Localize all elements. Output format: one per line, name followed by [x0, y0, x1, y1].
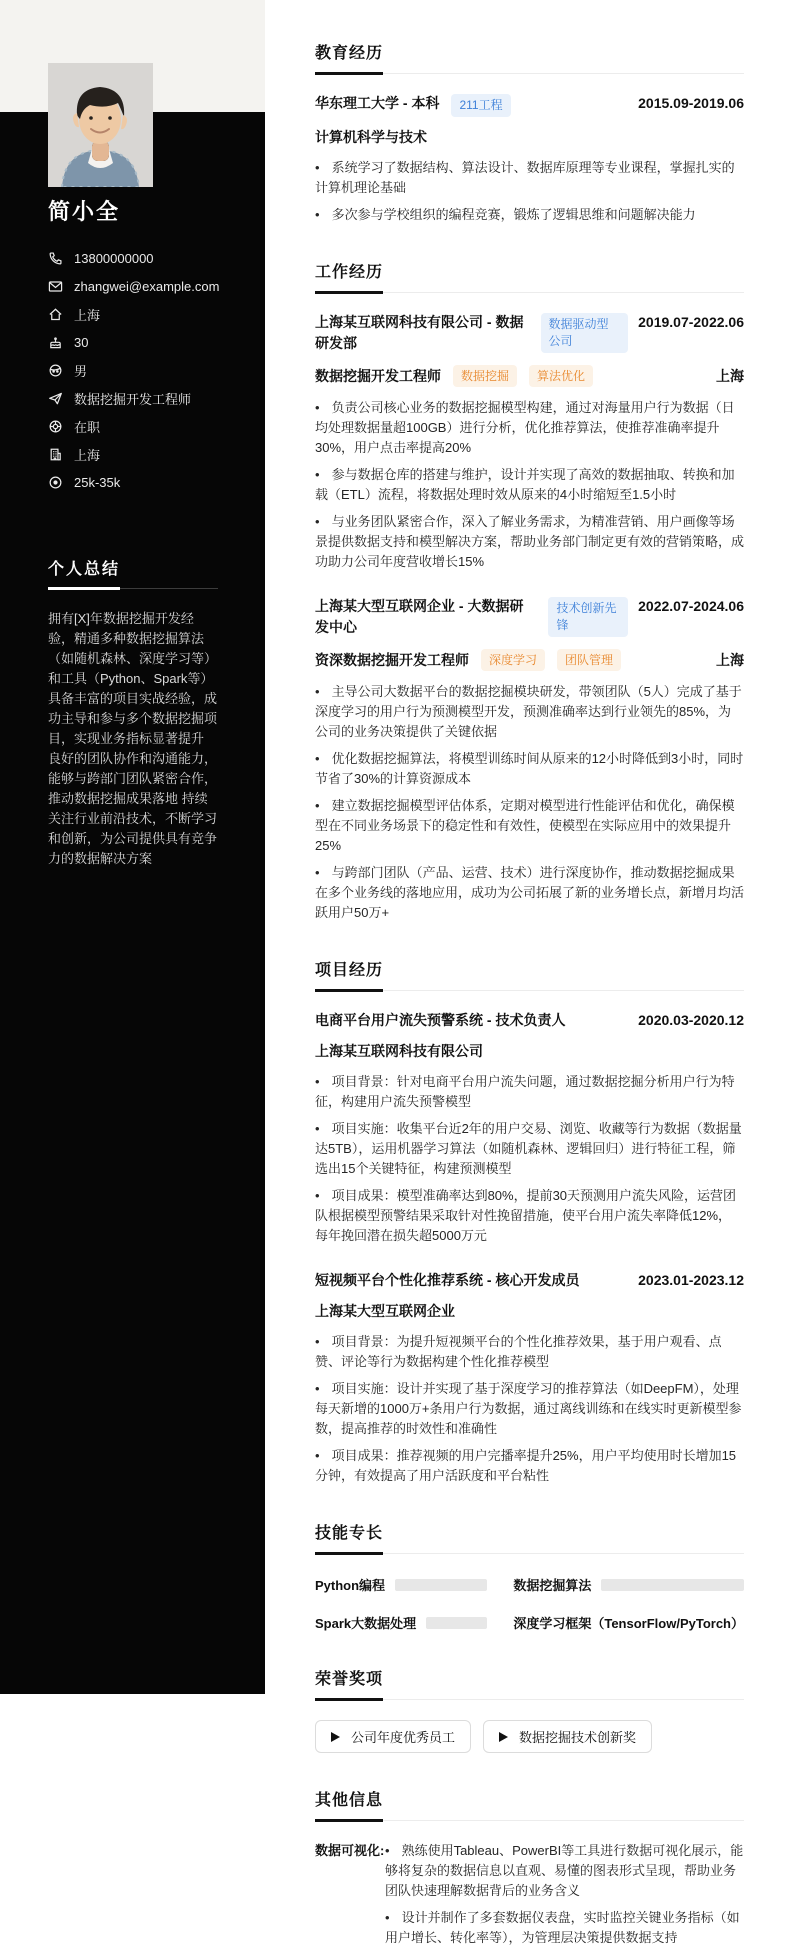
project-header-row — [315, 1270, 744, 1291]
summary-heading-text: 个人总结 — [48, 556, 120, 590]
role-tag: 算法优化 — [529, 365, 593, 387]
honors-section-heading — [315, 1666, 744, 1700]
contact-text: 上海 — [74, 447, 101, 463]
contact-item-status — [48, 412, 218, 440]
role-title: 数据挖掘开发工程师 — [315, 368, 441, 384]
paper-plane-icon — [48, 391, 63, 406]
project-entry — [315, 1010, 744, 1246]
honors-row — [315, 1720, 744, 1753]
project-company: 上海某大型互联网企业 — [315, 1303, 455, 1319]
company-badge: 数据驱动型公司 — [541, 313, 629, 353]
skill-item — [513, 1613, 744, 1632]
bullet-item: • 主导公司大数据平台的数据挖掘模块研发，带领团队（5人）完成了基于深度学习的用户行为预测模型开发，预测准确率达到行业领先的85%，为公司的业务决策提供了关键依据 — [315, 682, 744, 742]
skill-bar — [426, 1617, 487, 1629]
project-entry — [315, 1270, 744, 1486]
contact-item-company-city — [48, 440, 218, 468]
contact-text: zhangwei@example.com — [74, 278, 220, 294]
skills-section-heading — [315, 1520, 744, 1554]
project-entries — [315, 1010, 744, 1486]
bullet-item: • 项目成果：模型准确率达到80%，提前30天预测用户流失风险，运营团队根据模型预警结果采取针对性挽留措施，使平台用户流失率降低12%，每年挽回潜在损失超5000万元 — [315, 1186, 744, 1246]
project-bullets — [315, 1072, 744, 1246]
education-heading-text: 教育经历 — [315, 40, 383, 75]
bullet-item: • 项目背景：为提升短视频平台的个性化推荐效果，基于用户观看、点赞、评论等行为数据构建个性化推荐模型 — [315, 1332, 744, 1372]
honors-heading-text: 荣誉奖项 — [315, 1666, 383, 1701]
projects-section-heading — [315, 957, 744, 991]
work-bullets — [315, 682, 744, 923]
bullet-item: • 与跨部门团队（产品、运营、技术）进行深度协作，推动数据挖掘成果在多个业务线的落地应用，成功为公司拓展了新的业务增长点，新增月均活跃用户50万+ — [315, 863, 744, 923]
major-name: 计算机科学与技术 — [315, 129, 427, 145]
education-section-heading — [315, 40, 744, 74]
contact-text: 上海 — [74, 307, 101, 323]
skills-heading-text: 技能专长 — [315, 1520, 383, 1555]
skill-item — [513, 1575, 744, 1594]
work-date: 2019.07-2022.06 — [638, 314, 744, 330]
work-date: 2022.07-2024.06 — [638, 598, 744, 614]
portrait-illustration — [48, 63, 153, 187]
role-tag: 深度学习 — [481, 649, 545, 671]
other-info-label: 数据可视化: — [315, 1843, 385, 1858]
contact-text: 30 — [74, 334, 89, 350]
other-bullets — [385, 1841, 744, 1948]
work-bullets — [315, 398, 744, 572]
project-name: 电商平台用户流失预警系统 - 技术负责人 — [315, 1012, 566, 1028]
bullet-item: • 项目实施：收集平台近2年的用户交易、浏览、收藏等行为数据（数据量达5TB），运用机器学习算法（如随机森林、逻辑回归）进行特征工程，筛选出15个关键特征，构建预测模型 — [315, 1119, 744, 1179]
honor-badge — [315, 1720, 471, 1753]
school-name: 华东理工大学 - 本科 — [315, 95, 440, 111]
resume-main — [315, 0, 744, 1948]
role-row — [315, 649, 744, 671]
work-header-row — [315, 312, 744, 354]
work-entry — [315, 312, 744, 572]
work-location: 上海 — [716, 368, 744, 384]
honor-badge — [483, 1720, 652, 1753]
projects-heading-text: 项目经历 — [315, 957, 383, 992]
summary-text: 拥有[X]年数据挖掘开发经验，精通多种数据挖掘算法（如随机森林、深度学习等）和工具（Python、Spark等） 具备丰富的项目实战经验，成功主导和参与多个数据挖掘项目，实现业务指标显著提升 良好的团队协作和沟通能力，能够与跨部门团队紧密合作，推动数据挖掘成果落地 持续关注行业前沿技术，不断学习和创新，为公司提供具有竞争力的数据解决方案 — [48, 611, 218, 866]
other-heading-text: 其他信息 — [315, 1787, 383, 1822]
phone-icon — [48, 251, 63, 266]
candidate-name: 简小全 — [48, 199, 121, 224]
work-header-row — [315, 596, 744, 638]
bullet-item: • 优化数据挖掘算法，将模型训练时间从原来的12小时降低到3小时，同时节省了30%的计算资源成本 — [315, 749, 744, 789]
skills-grid — [315, 1575, 744, 1632]
bullet-item: • 设计并制作了多套数据仪表盘，实时监控关键业务指标（如用户增长、转化率等），为管理层决策提供数据支持 — [385, 1908, 744, 1948]
building-icon — [48, 447, 63, 462]
skill-bar — [395, 1579, 487, 1591]
age-cake-icon — [48, 335, 63, 350]
school-badge: 211工程 — [451, 94, 510, 117]
skill-item — [315, 1613, 487, 1632]
contact-text: 25k-35k — [74, 474, 121, 490]
project-company: 上海某互联网科技有限公司 — [315, 1043, 483, 1059]
bullet-item: • 建立数据挖掘模型评估体系，定期对模型进行性能评估和优化，确保模型在不同业务场景下的稳定性和有效性，使模型在实际应用中的效果提升25% — [315, 796, 744, 856]
bullet-item: • 项目实施：设计并实现了基于深度学习的推荐算法（如DeepFM），处理每天新增的1000万+条用户行为数据，通过离线训练和在线实时更新模型参数，提高推荐的时效性和准确性 — [315, 1379, 744, 1439]
work-location: 上海 — [716, 652, 744, 668]
education-entry — [315, 93, 744, 225]
skill-bar — [601, 1579, 744, 1591]
education-header-row — [315, 93, 744, 117]
contact-text: 男 — [74, 363, 88, 379]
education-date: 2015.09-2019.06 — [638, 95, 744, 111]
company-name: 上海某互联网科技有限公司 - 数据研发部 — [315, 314, 524, 351]
other-section-heading — [315, 1787, 744, 1821]
education-bullets — [315, 158, 744, 225]
skill-item — [315, 1575, 487, 1594]
work-entries — [315, 312, 744, 923]
summary-section-heading — [48, 556, 218, 589]
role-row — [315, 365, 744, 387]
bullet-item: • 多次参与学校组织的编程竞赛，锻炼了逻辑思维和问题解决能力 — [315, 205, 744, 225]
honor-label: 数据挖掘技术创新奖 — [519, 1730, 637, 1745]
project-name: 短视频平台个性化推荐系统 - 核心开发成员 — [315, 1272, 580, 1288]
skill-label: Spark大数据处理 — [315, 1616, 417, 1631]
contact-item-city — [48, 300, 218, 328]
bullet-item: • 与业务团队紧密合作，深入了解业务需求，为精准营销、用户画像等场景提供数据支持和模型解决方案，帮助业务部门制定更有效的营销策略，成功助力公司年度营收增长15% — [315, 512, 744, 572]
project-header-row — [315, 1010, 744, 1031]
contact-item-job-title — [48, 384, 218, 412]
bullet-item: • 负责公司核心业务的数据挖掘模型构建，通过对海量用户行为数据（日均处理数据量超100GB）进行分析，优化推荐算法，使推荐准确率提升30%，用户点击率提高20% — [315, 398, 744, 458]
bullet-item: • 项目成果：推荐视频的用户完播率提升25%，用户平均使用时长增加15分钟，有效提高了用户活跃度和平台粘性 — [315, 1446, 744, 1486]
honor-label: 公司年度优秀员工 — [351, 1730, 456, 1745]
gender-face-icon — [48, 363, 63, 378]
project-bullets — [315, 1332, 744, 1486]
contact-item-email — [48, 272, 218, 300]
contact-item-salary — [48, 468, 218, 496]
contact-text: 13800000000 — [74, 250, 154, 266]
email-icon — [48, 279, 63, 294]
contact-item-age — [48, 328, 218, 356]
bullet-item: • 参与数据仓库的搭建与维护，设计并实现了高效的数据抽取、转换和加载（ETL）流程，将数据处理时效从原来的4小时缩短至1.5小时 — [315, 465, 744, 505]
other-info-row — [315, 1841, 744, 1948]
contact-item-phone — [48, 244, 218, 272]
work-entry — [315, 596, 744, 923]
project-date: 2023.01-2023.12 — [638, 1272, 744, 1288]
play-icon — [499, 1732, 508, 1742]
contact-list — [48, 244, 218, 496]
home-icon — [48, 307, 63, 322]
bullet-item: • 项目背景：针对电商平台用户流失问题，通过数据挖掘分析用户行为特征，构建用户流失预警模型 — [315, 1072, 744, 1112]
salary-target-icon — [48, 475, 63, 490]
work-heading-text: 工作经历 — [315, 259, 383, 294]
sidebar-content — [48, 198, 218, 869]
skill-label: Python编程 — [315, 1578, 386, 1593]
contact-text: 在职 — [74, 419, 101, 435]
profile-photo — [48, 63, 153, 187]
status-buoy-icon — [48, 419, 63, 434]
role-title: 资深数据挖掘开发工程师 — [315, 652, 469, 668]
play-icon — [331, 1732, 340, 1742]
role-tag: 团队管理 — [557, 649, 621, 671]
role-tag: 数据挖掘 — [453, 365, 517, 387]
skill-label: 数据挖掘算法 — [513, 1578, 592, 1593]
contact-item-gender — [48, 356, 218, 384]
bullet-item: • 系统学习了数据结构、算法设计、数据库原理等专业课程，掌握扎实的计算机理论基础 — [315, 158, 744, 198]
bullet-item: • 熟练使用Tableau、PowerBI等工具进行数据可视化展示，能够将复杂的数据信息以直观、易懂的图表形式呈现，帮助业务团队快速理解数据背后的业务含义 — [385, 1841, 744, 1901]
skill-label: 深度学习框架（TensorFlow/PyTorch） — [513, 1616, 744, 1631]
sidebar — [0, 0, 265, 1694]
company-badge: 技术创新先锋 — [548, 597, 628, 637]
work-section-heading — [315, 259, 744, 293]
project-date: 2020.03-2020.12 — [638, 1012, 744, 1028]
company-name: 上海某大型互联网企业 - 大数据研发中心 — [315, 598, 524, 635]
contact-text: 数据挖掘开发工程师 — [74, 391, 192, 407]
